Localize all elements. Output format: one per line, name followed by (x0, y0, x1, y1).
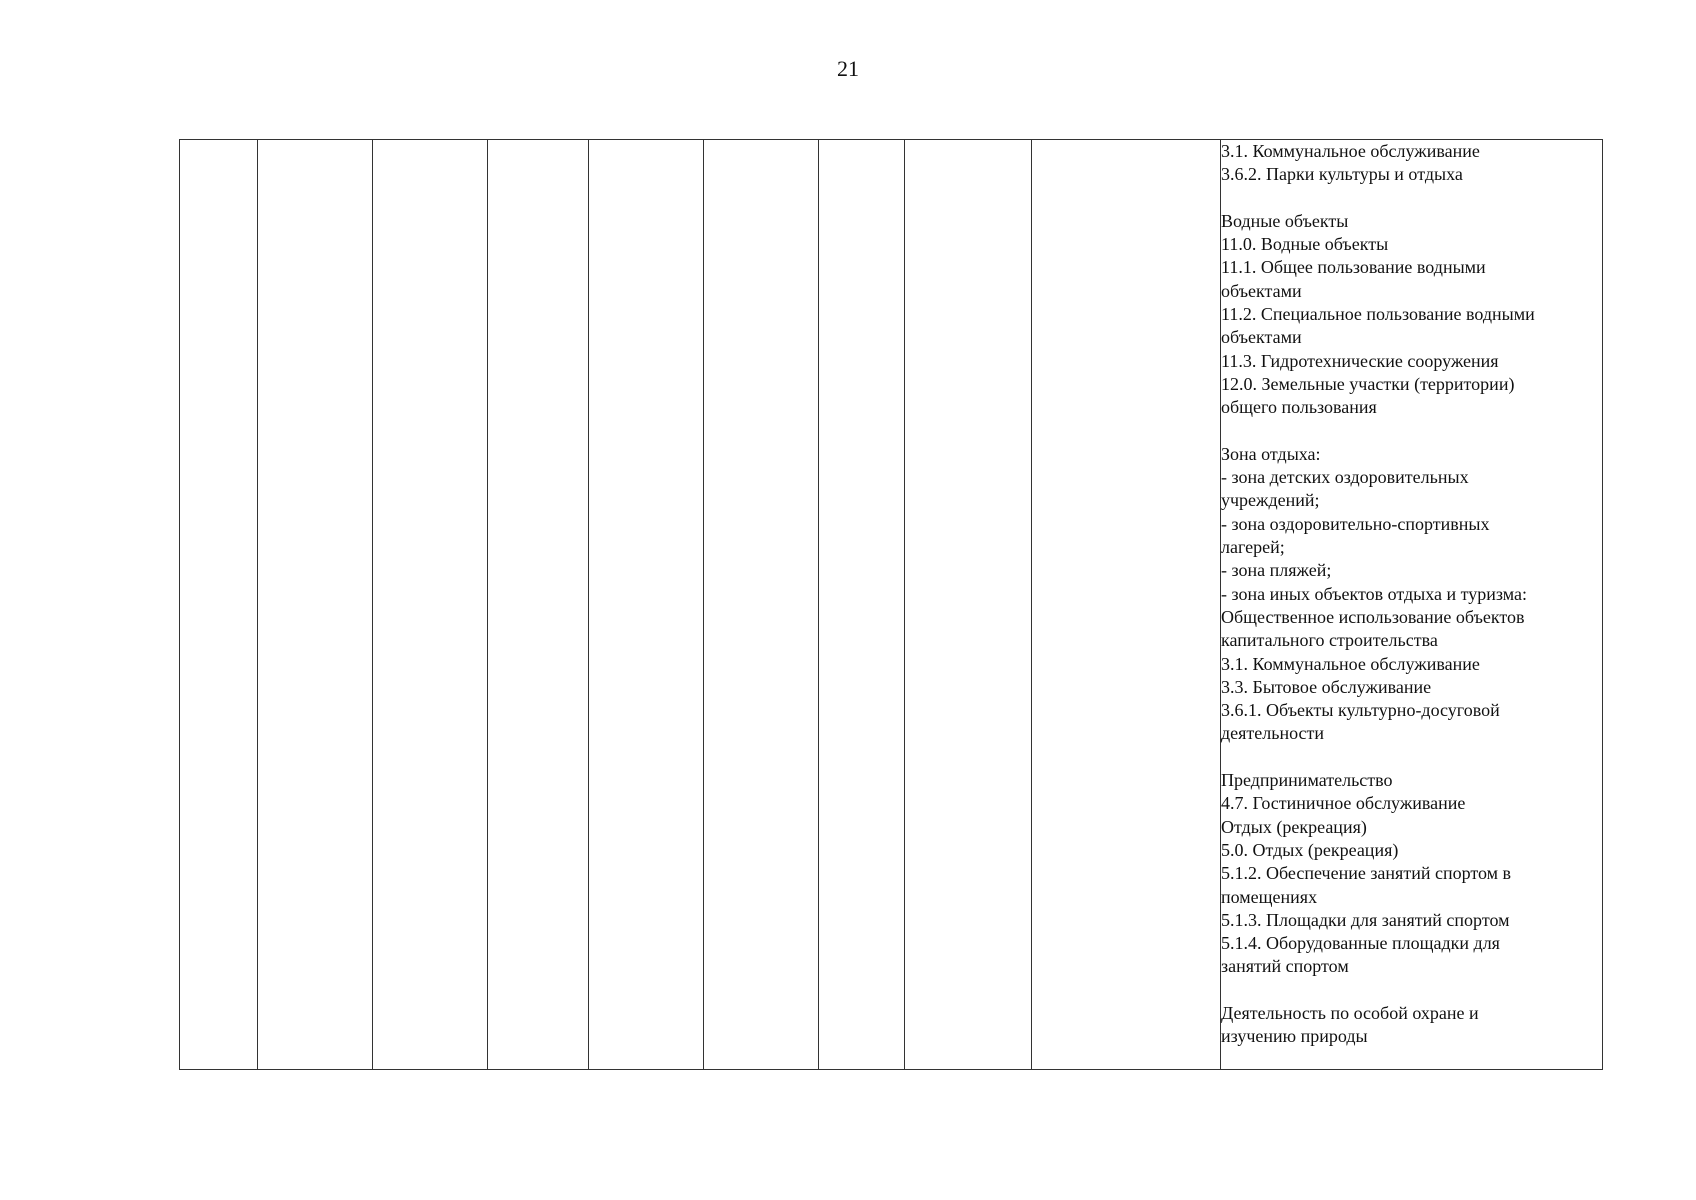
text-line: объектами (1221, 327, 1302, 348)
text-line: 11.3. Гидротехнические сооружения (1221, 350, 1499, 371)
text-line: 3.6.2. Парки культуры и отдыха (1221, 164, 1463, 185)
text-line: - зона детских оздоровительных (1221, 467, 1469, 488)
text-line: 12.0. Земельные участки (территории) (1221, 373, 1515, 394)
text-line: Общественное использование объектов (1221, 606, 1525, 627)
text-line: 5.0. Отдых (рекреация) (1221, 839, 1399, 860)
text-line: Деятельность по особой охране и (1221, 1002, 1479, 1023)
text-line: 5.1.4. Оборудованные площадки для (1221, 933, 1500, 954)
text-line: учреждений; (1221, 490, 1320, 511)
text-line: 3.6.1. Объекты культурно-досуговой (1221, 700, 1500, 721)
blank-line (1221, 746, 1602, 769)
text-line: Отдых (рекреация) (1221, 816, 1367, 837)
text-line: деятельности (1221, 723, 1325, 744)
text-line: изучению природы (1221, 1026, 1368, 1047)
text-line: 11.1. Общее пользование водными (1221, 257, 1486, 278)
table-cell-empty (180, 140, 258, 1070)
text-line: занятий спортом (1221, 956, 1349, 977)
text-line: 11.0. Водные объекты (1221, 234, 1389, 255)
blank-line (1221, 979, 1602, 1002)
text-line: объектами (1221, 280, 1302, 301)
table-cell-empty (1032, 140, 1221, 1070)
text-line: 11.2. Специальное пользование водными (1221, 304, 1535, 325)
text-line: Зона отдыха: (1221, 443, 1321, 464)
text-line: 5.1.2. Обеспечение занятий спортом в (1221, 863, 1512, 884)
table-cell-empty (258, 140, 373, 1070)
blank-line (1221, 420, 1602, 443)
table-cell-empty (488, 140, 589, 1070)
text-line: 3.1. Коммунальное обслуживание (1221, 653, 1480, 674)
text-line: лагерей; (1221, 537, 1285, 558)
text-line: 3.3. Бытовое обслуживание (1221, 676, 1432, 697)
text-line: 3.1. Коммунальное обслуживание (1221, 141, 1480, 161)
table-cell-empty (704, 140, 819, 1070)
text-line: - зона иных объектов отдыха и туризма: (1221, 583, 1528, 604)
text-line: Предпринимательство (1221, 770, 1393, 791)
text-line: - зона оздоровительно-спортивных (1221, 513, 1490, 534)
text-line: Водные объекты (1221, 210, 1349, 231)
text-line: помещениях (1221, 886, 1318, 907)
page-number: 21 (837, 56, 859, 81)
table-row (180, 140, 1603, 1070)
text-line: 4.7. Гостиничное обслуживание (1221, 793, 1466, 814)
table-cell-empty (589, 140, 704, 1070)
text-line: - зона пляжей; (1221, 560, 1332, 581)
text-line: 5.1.3. Площадки для занятий спортом (1221, 909, 1510, 930)
table-cell-empty (819, 140, 905, 1070)
table-cell-empty (373, 140, 488, 1070)
text-line: капитального строительства (1221, 630, 1438, 651)
text-line: общего пользования (1221, 397, 1377, 418)
permitted-use-list-cell (1221, 140, 1603, 1070)
document-table (179, 139, 1603, 1070)
table-cell-empty (905, 140, 1032, 1070)
blank-line (1221, 187, 1602, 210)
